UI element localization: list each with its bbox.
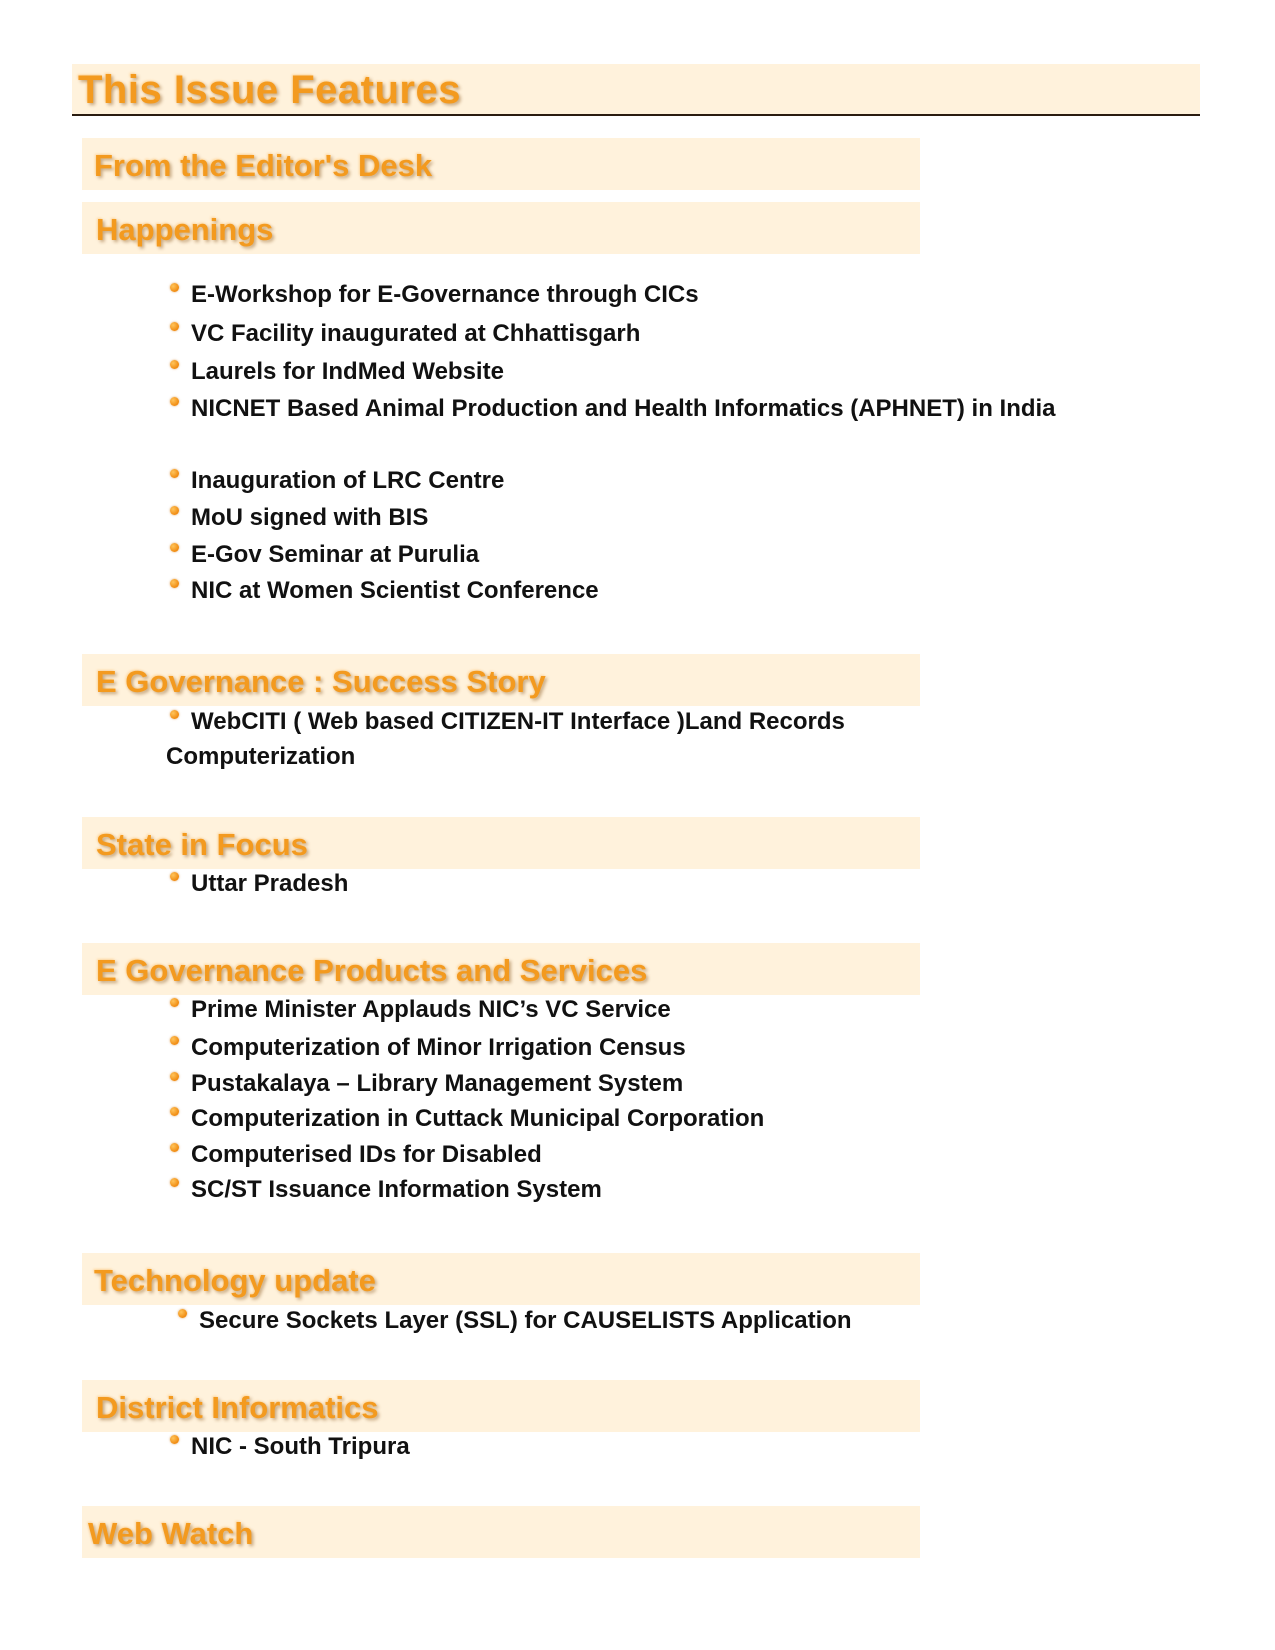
list-item[interactable] [166, 1137, 1086, 1172]
list-item[interactable] [166, 1030, 1086, 1065]
list-item-text: MoU signed with BIS [191, 504, 429, 531]
section-header-technology-update[interactable] [82, 1253, 920, 1305]
section-header-web-watch[interactable] [82, 1506, 920, 1558]
list-item[interactable] [166, 1066, 1086, 1101]
section-header-products-services[interactable] [82, 943, 920, 995]
page-title-bar [72, 64, 1200, 116]
list-item-text: NIC at Women Scientist Conference [191, 577, 599, 604]
section-header-editors-desk[interactable] [82, 138, 920, 190]
section-title: District Informatics [96, 1390, 379, 1425]
list-item[interactable] [166, 354, 1086, 389]
list-item-text: Prime Minister Applauds NIC’s VC Service [191, 996, 671, 1023]
list-item-text: Inauguration of LRC Centre [191, 467, 505, 494]
list-item[interactable] [166, 316, 1086, 351]
list-item-text: Pustakalaya – Library Management System [191, 1070, 684, 1097]
bullet-icon [170, 360, 179, 369]
bullet-icon [170, 543, 179, 552]
list-item-text: Laurels for IndMed Website [191, 358, 504, 385]
section-title: Web Watch [88, 1516, 254, 1551]
bullet-icon [170, 1036, 179, 1045]
bullet-icon [170, 1178, 179, 1187]
bullet-icon [170, 998, 179, 1007]
section-title: E Governance Products and Services [96, 953, 648, 988]
list-item-text: Computerization of Minor Irrigation Census [191, 1034, 686, 1061]
bullet-icon [170, 1072, 179, 1081]
page-title: This Issue Features [78, 68, 461, 112]
list-item[interactable] [166, 573, 1086, 608]
list-item-text: Uttar Pradesh [191, 870, 349, 897]
list-item-text: Computerization in Cuttack Municipal Corporation [191, 1105, 765, 1132]
bullet-icon [170, 506, 179, 515]
list-item[interactable] [174, 1303, 1094, 1338]
list-item-text: NICNET Based Animal Production and Health Informatics (APHNET) in India [191, 395, 1056, 422]
list-item-text: SC/ST Issuance Information System [191, 1176, 602, 1203]
list-item-text: WebCITI ( Web based CITIZEN-IT Interface )Land Records Computerization [166, 708, 845, 770]
section-header-state-in-focus[interactable] [82, 817, 920, 869]
section-header-happenings[interactable] [82, 202, 920, 254]
bullet-icon [170, 283, 179, 292]
list-item[interactable] [166, 391, 1086, 426]
bullet-icon [170, 1107, 179, 1116]
bullet-icon [170, 1435, 179, 1444]
section-title: State in Focus [96, 827, 308, 862]
list-item[interactable] [166, 500, 1086, 535]
list-item[interactable] [166, 1101, 1086, 1136]
list-item-text: E-Gov Seminar at Purulia [191, 541, 480, 568]
section-header-success-story[interactable] [82, 654, 920, 706]
list-item-text: VC Facility inaugurated at Chhattisgarh [191, 320, 641, 347]
list-item-text: E-Workshop for E-Governance through CICs [191, 281, 699, 308]
list-item[interactable] [166, 704, 926, 774]
list-item[interactable] [166, 1429, 1086, 1464]
list-item[interactable] [166, 537, 1086, 572]
list-item[interactable] [166, 992, 1086, 1027]
list-item-text: Secure Sockets Layer (SSL) for CAUSELISTS Application [199, 1307, 852, 1334]
list-item[interactable] [166, 277, 1086, 312]
bullet-icon [170, 579, 179, 588]
bullet-icon [170, 397, 179, 406]
section-header-district-informatics[interactable] [82, 1380, 920, 1432]
section-title: Technology update [94, 1263, 376, 1298]
bullet-icon [170, 469, 179, 478]
bullet-icon [170, 872, 179, 881]
list-item[interactable] [166, 1172, 1086, 1207]
bullet-icon [170, 710, 179, 719]
bullet-icon [178, 1309, 187, 1318]
section-title: Happenings [96, 212, 274, 247]
list-item[interactable] [166, 463, 1086, 498]
list-item[interactable] [166, 866, 1086, 901]
bullet-icon [170, 1143, 179, 1152]
bullet-icon [170, 322, 179, 331]
list-item-text: NIC - South Tripura [191, 1433, 410, 1460]
section-title: E Governance : Success Story [96, 664, 546, 699]
section-title: From the Editor's Desk [94, 148, 433, 183]
list-item-text: Computerised IDs for Disabled [191, 1141, 542, 1168]
